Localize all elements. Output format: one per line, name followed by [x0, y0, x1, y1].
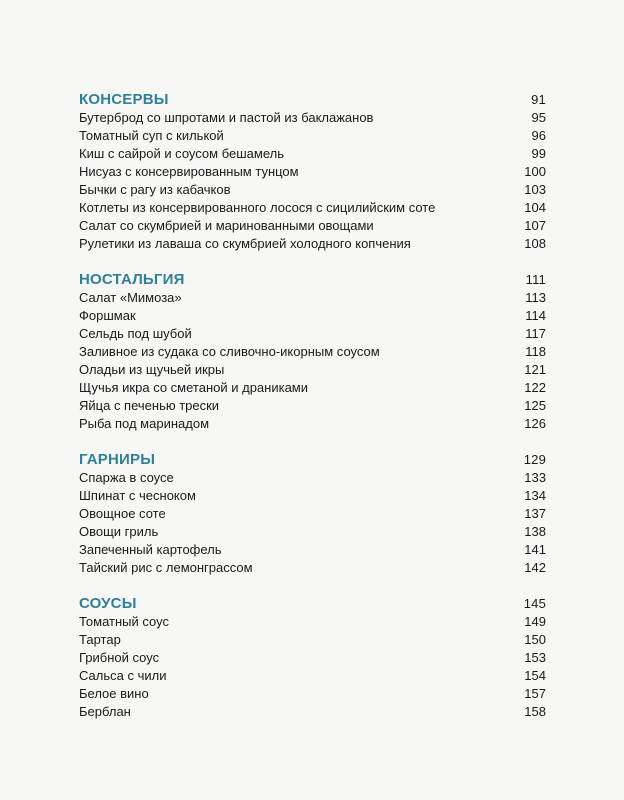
entry-page-number: 108: [524, 236, 546, 251]
toc-entry[interactable]: [79, 289, 546, 307]
toc-entry[interactable]: [79, 343, 546, 361]
section-title: НОСТАЛЬГИЯ: [79, 271, 185, 288]
entry-page-number: 154: [524, 668, 546, 683]
toc-entry[interactable]: [79, 415, 546, 433]
toc-entry[interactable]: [79, 217, 546, 235]
entry-title: Киш с сайрой и соусом бешамель: [79, 146, 284, 161]
entry-title: Нисуаз с консервированным тунцом: [79, 164, 299, 179]
toc-entry[interactable]: [79, 379, 546, 397]
entry-page-number: 153: [524, 650, 546, 665]
entry-title: Запеченный картофель: [79, 542, 222, 557]
entry-title: Тартар: [79, 632, 121, 647]
toc-entry[interactable]: [79, 559, 546, 577]
entry-page-number: 141: [524, 542, 546, 557]
entry-page-number: 96: [531, 128, 546, 143]
toc-entry[interactable]: [79, 109, 546, 127]
entry-title: Спаржа в соусе: [79, 470, 174, 485]
entry-title: Овощи гриль: [79, 524, 159, 539]
entry-page-number: 122: [524, 380, 546, 395]
entry-page-number: 100: [524, 164, 546, 179]
entry-title: Берблан: [79, 704, 131, 719]
toc-entry[interactable]: [79, 631, 546, 649]
entry-title: Оладьи из щучьей икры: [79, 362, 225, 377]
toc-entry[interactable]: [79, 145, 546, 163]
toc-entry[interactable]: [79, 325, 546, 343]
entry-title: Рулетики из лаваша со скумбрией холодного копчения: [79, 236, 411, 251]
entry-page-number: 104: [524, 200, 546, 215]
toc-entry[interactable]: [79, 487, 546, 505]
entry-title: Салат «Мимоза»: [79, 290, 182, 305]
section-heading[interactable]: [79, 270, 546, 289]
toc-entry[interactable]: [79, 163, 546, 181]
toc-entry[interactable]: [79, 505, 546, 523]
toc-entry[interactable]: [79, 307, 546, 325]
entry-title: Бутерброд со шпротами и пастой из баклажанов: [79, 110, 374, 125]
entry-title: Грибной соус: [79, 650, 160, 665]
entry-page-number: 137: [524, 506, 546, 521]
entry-page-number: 138: [524, 524, 546, 539]
entry-title: Сальса с чили: [79, 668, 167, 683]
entry-title: Рыба под маринадом: [79, 416, 210, 431]
entry-title: Заливное из судака со сливочно-икорным соусом: [79, 344, 380, 359]
section-title: КОНСЕРВЫ: [79, 91, 169, 108]
toc-section-garniry: [79, 450, 546, 577]
entry-title: Бычки с рагу из кабачков: [79, 182, 231, 197]
section-page-number: 91: [531, 92, 546, 107]
section-heading[interactable]: [79, 90, 546, 109]
entry-title: Шпинат с чесноком: [79, 488, 196, 503]
entry-page-number: 126: [524, 416, 546, 431]
section-heading[interactable]: [79, 450, 546, 469]
entry-title: Овощное соте: [79, 506, 166, 521]
entry-page-number: 158: [524, 704, 546, 719]
entry-title: Щучья икра со сметаной и драниками: [79, 380, 308, 395]
entry-page-number: 157: [524, 686, 546, 701]
entry-page-number: 142: [524, 560, 546, 575]
section-page-number: 129: [523, 452, 546, 467]
entry-page-number: 133: [524, 470, 546, 485]
section-page-number: 111: [525, 272, 546, 287]
entry-page-number: 107: [524, 218, 546, 233]
entry-title: Форшмак: [79, 308, 136, 323]
toc-entry[interactable]: [79, 397, 546, 415]
toc-entry[interactable]: [79, 181, 546, 199]
entry-title: Тайский рис с лемонграссом: [79, 560, 253, 575]
entry-page-number: 149: [524, 614, 546, 629]
entry-page-number: 95: [531, 110, 546, 125]
section-page-number: 145: [523, 596, 546, 611]
entry-title: Томатный соус: [79, 614, 169, 629]
toc-entry[interactable]: [79, 523, 546, 541]
entry-page-number: 117: [525, 326, 546, 341]
entry-page-number: 125: [524, 398, 546, 413]
toc-entry[interactable]: [79, 199, 546, 217]
entry-page-number: 113: [525, 290, 546, 305]
section-title: СОУСЫ: [79, 595, 137, 612]
toc-entry[interactable]: [79, 361, 546, 379]
entry-page-number: 121: [524, 362, 546, 377]
table-of-contents: [79, 90, 546, 721]
toc-entry[interactable]: [79, 541, 546, 559]
toc-entry[interactable]: [79, 235, 546, 253]
entry-page-number: 114: [525, 308, 546, 323]
toc-entry[interactable]: [79, 127, 546, 145]
entry-page-number: 99: [531, 146, 546, 161]
toc-entry[interactable]: [79, 649, 546, 667]
toc-entry[interactable]: [79, 469, 546, 487]
toc-section-nostalgiya: [79, 270, 546, 433]
toc-entry[interactable]: [79, 613, 546, 631]
section-heading[interactable]: [79, 594, 546, 613]
entry-title: Котлеты из консервированного лосося с сицилийским соте: [79, 200, 436, 215]
toc-entry[interactable]: [79, 685, 546, 703]
entry-title: Томатный суп с килькой: [79, 128, 224, 143]
entry-page-number: 118: [525, 344, 546, 359]
entry-title: Белое вино: [79, 686, 149, 701]
entry-page-number: 134: [524, 488, 546, 503]
section-title: ГАРНИРЫ: [79, 451, 156, 468]
entry-title: Сельдь под шубой: [79, 326, 192, 341]
entry-title: Яйца с печенью трески: [79, 398, 220, 413]
toc-entry[interactable]: [79, 667, 546, 685]
toc-section-sousy: [79, 594, 546, 721]
entry-page-number: 150: [524, 632, 546, 647]
toc-entry[interactable]: [79, 703, 546, 721]
entry-page-number: 103: [524, 182, 546, 197]
entry-title: Салат со скумбрией и маринованными овощами: [79, 218, 374, 233]
toc-section-konservy: [79, 90, 546, 253]
